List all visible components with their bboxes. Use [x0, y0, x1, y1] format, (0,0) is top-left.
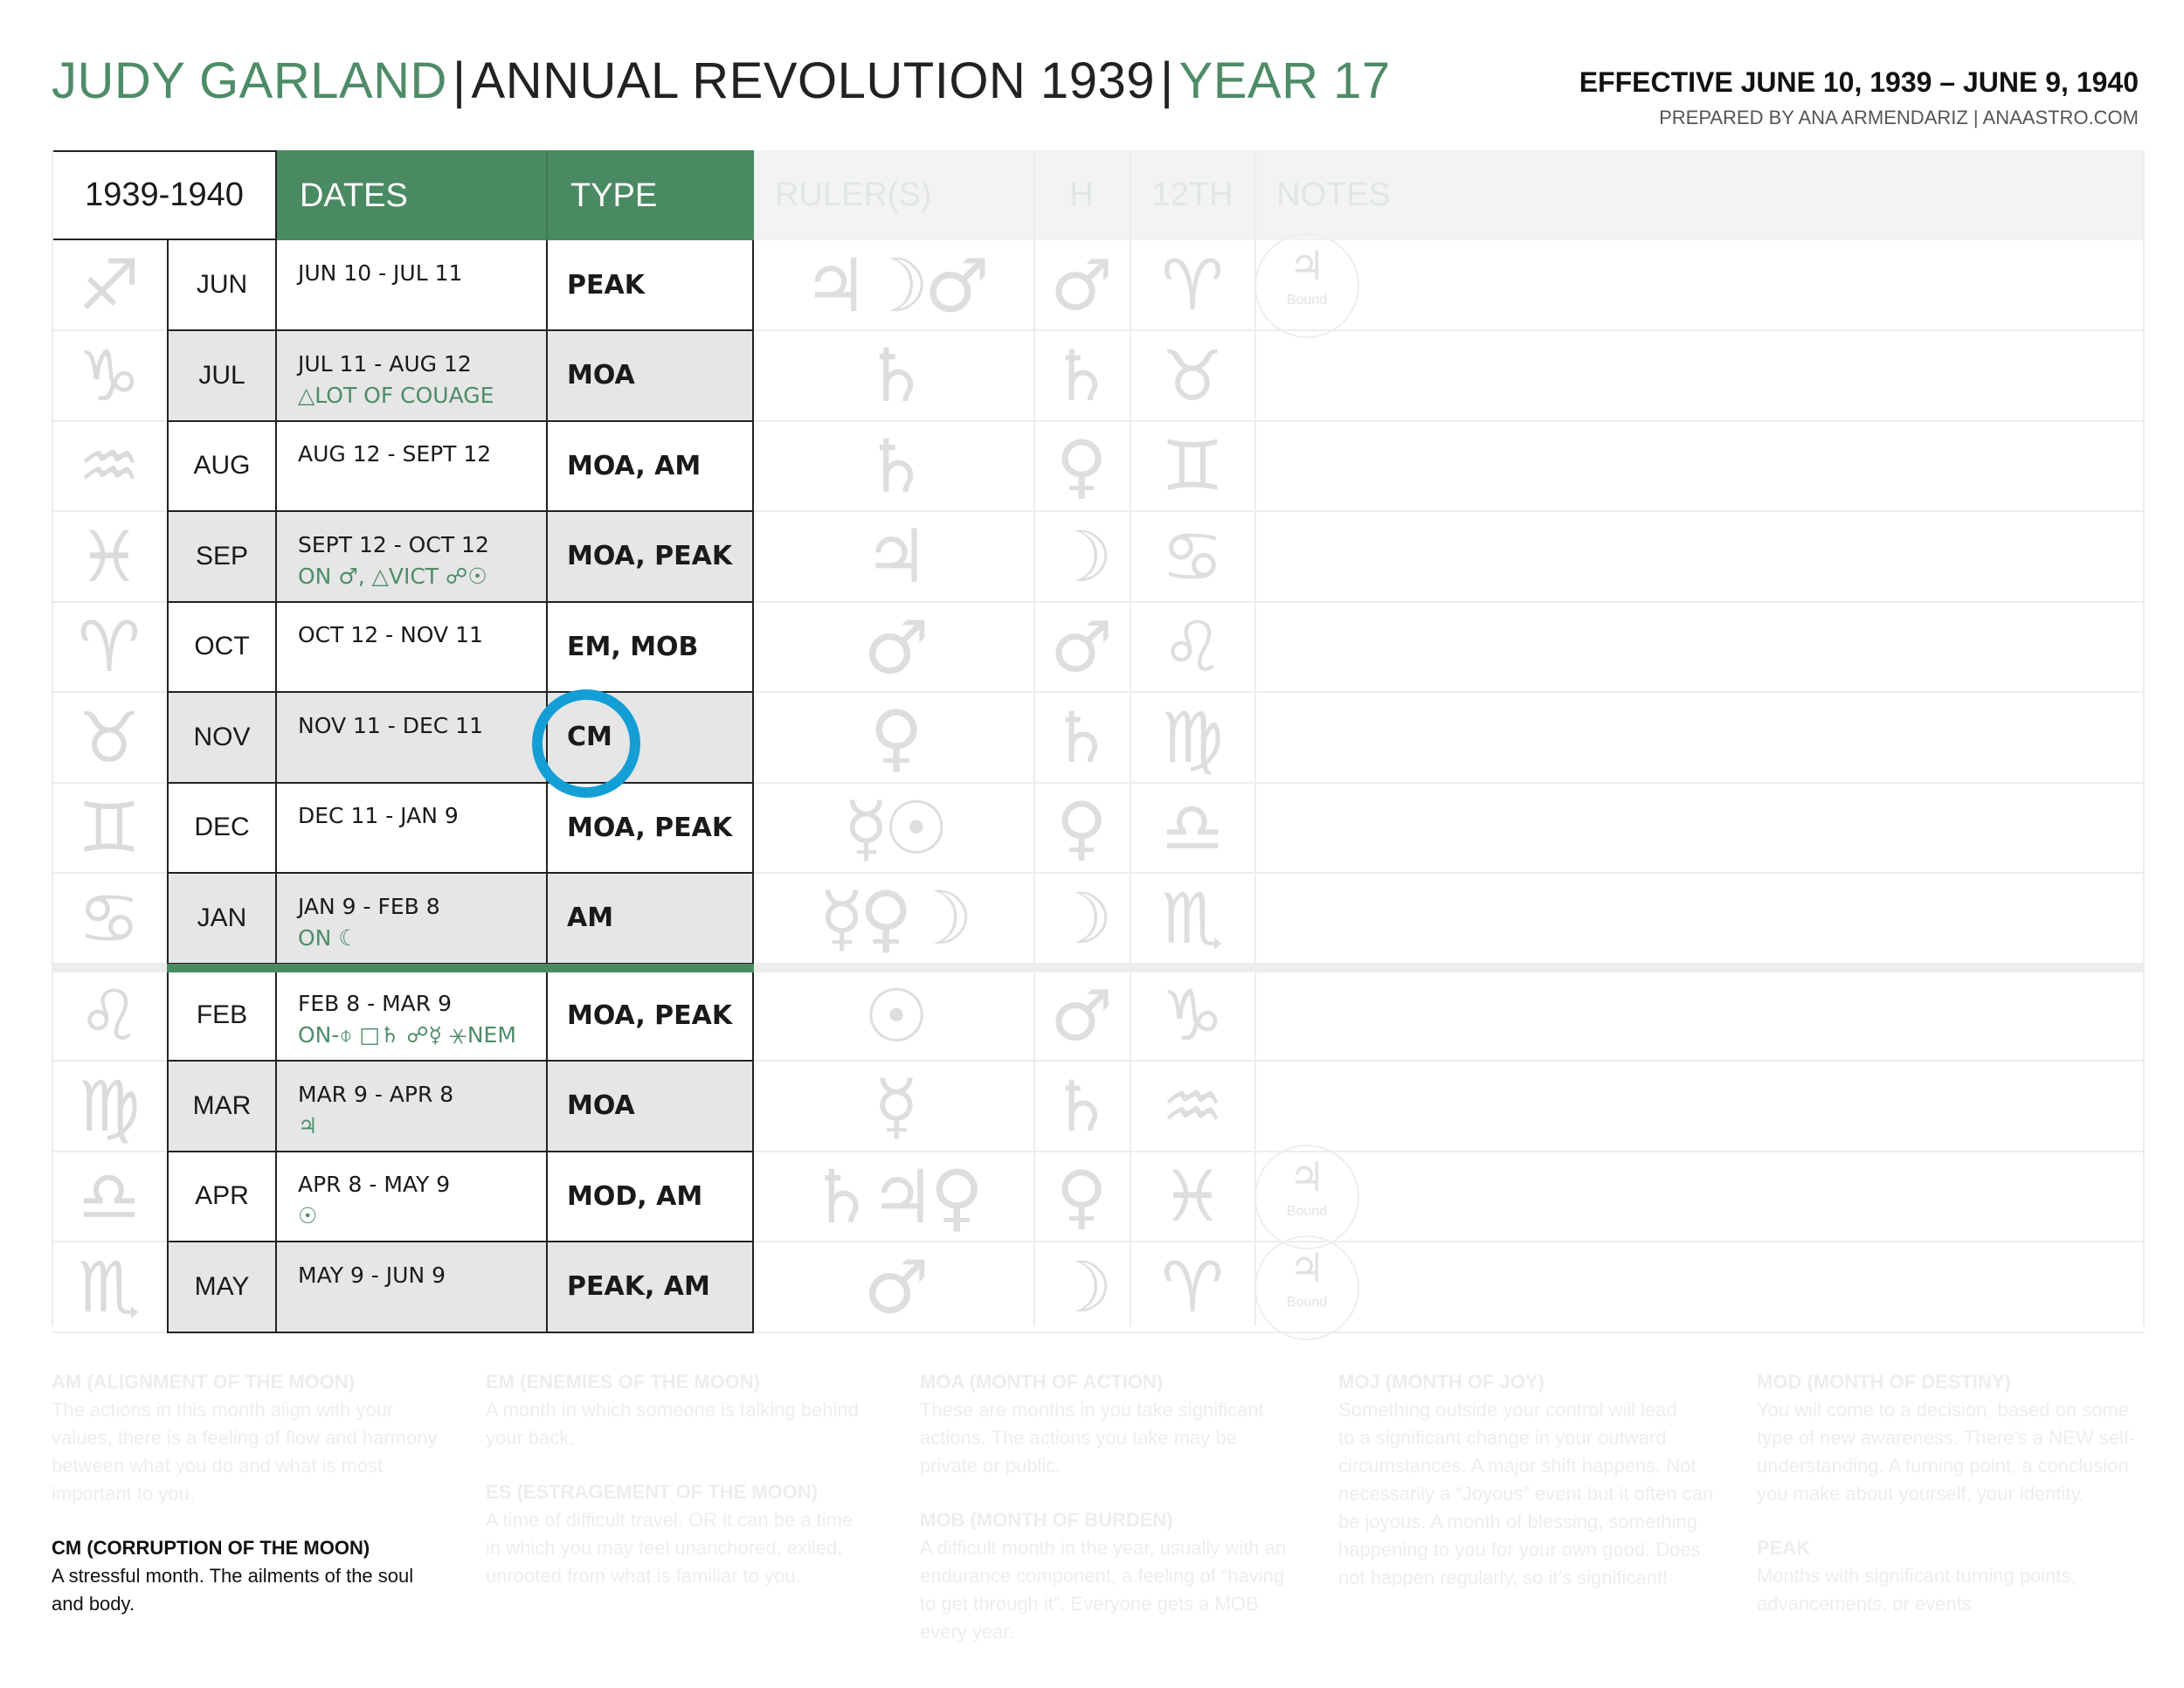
twelfth-sign-icon: ♏ [1161, 877, 1224, 959]
legend-title: MOJ (MONTH OF JOY) [1338, 1371, 1545, 1393]
zodiac-sign-icon: ♉ [78, 696, 141, 778]
rulers-icons: ☿ [874, 1063, 914, 1149]
rulers-icons: ♄ [863, 423, 924, 509]
legend-am [52, 1368, 437, 1508]
bound-badge [1254, 1145, 1359, 1249]
date-range: JUL 11 - AUG 12 [298, 350, 472, 377]
type-cell: MOA [546, 1062, 754, 1152]
legend-line: to a significant change in your outward [1338, 1427, 1667, 1449]
house-ruler-icon: ♄ [1050, 1065, 1113, 1147]
legend-line: understanding. A turning point, a conclusion [1757, 1455, 2129, 1477]
dates-cell [277, 421, 546, 512]
legend-line: necessarily a “Joyous” event but it often can [1338, 1483, 1714, 1505]
type-cell: MOA, PEAK [546, 783, 754, 874]
house-ruler-icon: ♀ [1055, 787, 1108, 868]
legend-line: endurance component, a feeling of “having [920, 1565, 1285, 1587]
zodiac-sign-icon: ♋ [78, 877, 141, 959]
legend-line: every year. [920, 1621, 1014, 1643]
date-note: ☉ [298, 1203, 318, 1228]
twelfth-sign-icon: ♍ [1161, 696, 1224, 778]
year-range-header: 1939-1940 [52, 150, 277, 240]
legend-line: Months with significant turning points, [1757, 1565, 2077, 1587]
legend-line: your back. [486, 1427, 575, 1449]
house-ruler-icon: ☽ [1050, 1246, 1113, 1328]
rulers-icons: ♂ [863, 604, 924, 690]
date-note: ON ♂, △VICT ☍☉ [298, 563, 487, 589]
type-cell: AM [546, 874, 754, 965]
twelfth-sign-icon: ♉ [1161, 335, 1224, 417]
legend-mod [1757, 1368, 2135, 1618]
date-range: SEPT 12 - OCT 12 [298, 531, 489, 557]
rulers-icons: ♀ [869, 695, 918, 780]
dates-cell [277, 1152, 546, 1242]
client-name: JUDY GARLAND [52, 52, 447, 109]
date-range: APR 8 - MAY 9 [298, 1172, 451, 1197]
house-ruler-icon: ♀ [1055, 425, 1108, 507]
rulers-icons: ♃☽♂ [803, 242, 985, 329]
zodiac-sign-icon: ♍ [78, 1065, 141, 1147]
legend-title: AM (ALIGNMENT OF THE MOON) [52, 1371, 356, 1393]
zodiac-sign-icon: ♈ [78, 606, 141, 688]
date-range: FEB 8 - MAR 9 [298, 991, 452, 1016]
rulers-icons: ☉ [863, 972, 924, 1059]
bound-label: Bound [1286, 1204, 1328, 1219]
prepared-by: PREPARED BY ANA ARMENDARIZ | ANAASTRO.COM [1659, 107, 2139, 128]
legend-moa [920, 1368, 1286, 1646]
date-range: JAN 9 - FEB 8 [298, 893, 440, 919]
legend-line: important to you. [52, 1483, 195, 1505]
dates-cell [277, 602, 546, 693]
type-cell: MOA, PEAK [546, 971, 754, 1062]
bound-label: Bound [1286, 1294, 1328, 1310]
grid-line [2143, 150, 2145, 1326]
legend-cm [52, 1534, 413, 1618]
legend-line: Something outside your control will lead [1338, 1399, 1677, 1421]
notes-header: NOTES [1255, 150, 2145, 240]
legend-line: be joyous. A month of blessing, something [1338, 1511, 1697, 1532]
month-label: JUN [167, 240, 277, 331]
month-label: OCT [167, 602, 277, 693]
date-range: DEC 11 - JAN 9 [298, 803, 459, 828]
zodiac-sign-icon: ♎ [78, 1156, 141, 1237]
legend-title: MOA (MONTH OF ACTION) [920, 1371, 1164, 1393]
type-cell: CM [546, 693, 754, 784]
date-range: OCT 12 - NOV 11 [298, 622, 483, 647]
legend-line: in which you may feel unanchored, exiled, [486, 1537, 843, 1559]
twelfth-sign-icon: ♊ [1161, 425, 1224, 507]
date-range: MAY 9 - JUN 9 [298, 1262, 446, 1288]
jupiter-icon: ♃ [1289, 1243, 1325, 1291]
rulers-icons: ♃ [863, 514, 924, 599]
legend-line: advancements, or events [1757, 1593, 1972, 1615]
date-range: JUN 10 - JUL 11 [298, 260, 463, 286]
type-cell: MOA, AM [546, 421, 754, 512]
type-cell: PEAK [546, 240, 754, 331]
title-separator: | [452, 52, 467, 109]
twelfth-sign-icon: ♑ [1161, 975, 1224, 1056]
month-label: FEB [167, 971, 277, 1062]
twelfth-sign-icon: ♈ [1161, 245, 1224, 326]
legend-line: You will come to a decision, based on some [1757, 1399, 2129, 1421]
twelfth-sign-icon: ♎ [1161, 787, 1224, 868]
date-range: MAR 9 - APR 8 [298, 1081, 454, 1107]
house-ruler-icon: ♂ [1050, 975, 1113, 1056]
zodiac-sign-icon: ♐ [78, 245, 141, 326]
dates-header: DATES [277, 150, 546, 240]
legend-moj [1338, 1368, 1713, 1592]
zodiac-sign-icon: ♓ [78, 515, 141, 598]
twelfth-sign-icon: ♋ [1161, 515, 1224, 598]
legend-line: actions. The actions you take may be [920, 1427, 1237, 1449]
legend-title: ES (ESTRAGEMENT OF THE MOON) [486, 1481, 819, 1503]
legend-line: happening to you for your own good. Does [1338, 1539, 1701, 1560]
title-separator: | [1159, 52, 1174, 109]
legend-em [486, 1368, 859, 1590]
legend-line: The actions in this month align with your [52, 1399, 394, 1421]
month-label: JAN [167, 874, 277, 965]
twelfth-sign-icon: ♌ [1161, 606, 1224, 688]
zodiac-sign-icon: ♊ [78, 787, 141, 868]
rulers-icons: ♄ [863, 333, 924, 419]
legend-line: A month in which someone is talking behind [486, 1399, 859, 1421]
twelfth-sign-icon: ♈ [1161, 1246, 1224, 1328]
house-ruler-icon: ♂ [1050, 606, 1113, 688]
house-ruler-icon: ☽ [1050, 515, 1113, 598]
zodiac-sign-icon: ♏ [78, 1246, 141, 1328]
h-header: H [1033, 150, 1130, 240]
legend-line: A difficult month in the year, usually with an [920, 1537, 1287, 1559]
legend-line: A time of difficult travel. OR it can be a time [486, 1509, 854, 1531]
grid-line [1033, 150, 1035, 1326]
rulers-header: RULER(S) [754, 150, 1033, 240]
legend-line: you make about yourself, your identity. [1757, 1483, 2085, 1505]
twelfth-sign-icon: ♓ [1161, 1156, 1224, 1237]
effective-dates: EFFECTIVE JUNE 10, 1939 – JUNE 9, 1940 [1579, 66, 2139, 98]
bound-badge [1254, 1235, 1359, 1340]
bound-badge [1254, 233, 1359, 338]
legend-line: to get through it”. Everyone gets a MOB [920, 1593, 1259, 1615]
house-ruler-icon: ♄ [1050, 335, 1113, 417]
legend-title: MOB (MONTH OF BURDEN) [920, 1509, 1173, 1531]
rulers-icons: ☿♀☽ [819, 875, 969, 961]
house-ruler-icon: ♂ [1050, 245, 1113, 326]
dates-cell [277, 1242, 546, 1333]
type-cell: MOA [546, 331, 754, 422]
month-label: AUG [167, 421, 277, 512]
month-label: SEP [167, 512, 277, 603]
section-divider-accent [167, 964, 754, 972]
legend-line: type of new awareness. There’s a NEW self- [1757, 1427, 2136, 1449]
month-label: NOV [167, 693, 277, 784]
dates-cell [277, 240, 546, 331]
cm-highlight-circle [532, 689, 640, 798]
type-cell: PEAK, AM [546, 1242, 754, 1333]
month-label: JUL [167, 331, 277, 422]
legend-title: MOD (MONTH OF DESTINY) [1757, 1371, 2011, 1393]
rulers-icons: ☿☉ [843, 785, 944, 871]
bound-label: Bound [1286, 293, 1328, 308]
grid-line [1130, 150, 1131, 1326]
date-note: △LOT OF COUAGE [298, 382, 494, 408]
month-label: APR [167, 1152, 277, 1242]
legend-line: private or public. [920, 1455, 1061, 1477]
legend-line: between what you do and what is most [52, 1455, 384, 1477]
jupiter-icon: ♃ [1289, 242, 1325, 289]
legend-title: CM (CORRUPTION OF THE MOON) [52, 1537, 370, 1559]
zodiac-sign-icon: ♑ [78, 335, 141, 417]
type-cell: EM, MOB [546, 602, 754, 693]
dates-cell [277, 783, 546, 874]
date-range: AUG 12 - SEPT 12 [298, 441, 492, 467]
legend-line: not happen regularly, so it’s significant! [1338, 1567, 1669, 1588]
month-label: DEC [167, 783, 277, 874]
dates-cell [277, 693, 546, 784]
date-note: ON ☾ [298, 924, 358, 951]
legend-title: EM (ENEMIES OF THE MOON) [486, 1371, 761, 1393]
dates-cell [277, 1062, 546, 1152]
house-ruler-icon: ♄ [1050, 696, 1113, 778]
dates-cell [277, 331, 546, 422]
twelfth-sign-icon: ♒ [1161, 1065, 1224, 1147]
zodiac-sign-icon: ♌ [78, 975, 141, 1056]
jupiter-icon: ♃ [1289, 1153, 1325, 1200]
type-cell: MOD, AM [546, 1152, 754, 1242]
chart-title [52, 52, 1391, 109]
grid-line [1254, 150, 1256, 1326]
rulers-icons: ♄♃♀ [808, 1153, 979, 1240]
dates-cell [277, 971, 546, 1062]
date-note: ON-⌽ □♄ ☍☿ ⚹NEM [298, 1022, 516, 1048]
month-label: MAR [167, 1062, 277, 1152]
type-cell: MOA, PEAK [546, 512, 754, 603]
legend-line: and body. [52, 1593, 135, 1615]
date-range: NOV 11 - DEC 11 [298, 712, 483, 738]
legend-title: PEAK [1757, 1537, 1811, 1559]
house-ruler-icon: ♀ [1055, 1156, 1108, 1237]
year-label: YEAR 17 [1178, 52, 1391, 109]
legend-line: These are months in you take significant [920, 1399, 1264, 1421]
month-label: MAY [167, 1242, 277, 1333]
grid-line [52, 150, 53, 1326]
revolution-title: ANNUAL REVOLUTION 1939 [471, 52, 1155, 109]
dates-cell [277, 874, 546, 965]
twelfth-header: 12TH [1130, 150, 1255, 240]
zodiac-sign-icon: ♒ [78, 425, 141, 507]
rulers-icons: ♂ [863, 1244, 924, 1330]
type-header: TYPE [546, 150, 754, 240]
legend-line: values, there is a feeling of flow and harmony [52, 1427, 438, 1449]
dates-cell [277, 512, 546, 603]
legend-line: circumstances. A major shift happens. Not [1338, 1455, 1697, 1477]
house-ruler-icon: ☽ [1050, 877, 1113, 959]
date-note: ♃ [298, 1112, 318, 1138]
legend-line: unrooted from what is familiar to you. [486, 1565, 801, 1587]
legend-line: A stressful month. The ailments of the soul [52, 1565, 414, 1587]
